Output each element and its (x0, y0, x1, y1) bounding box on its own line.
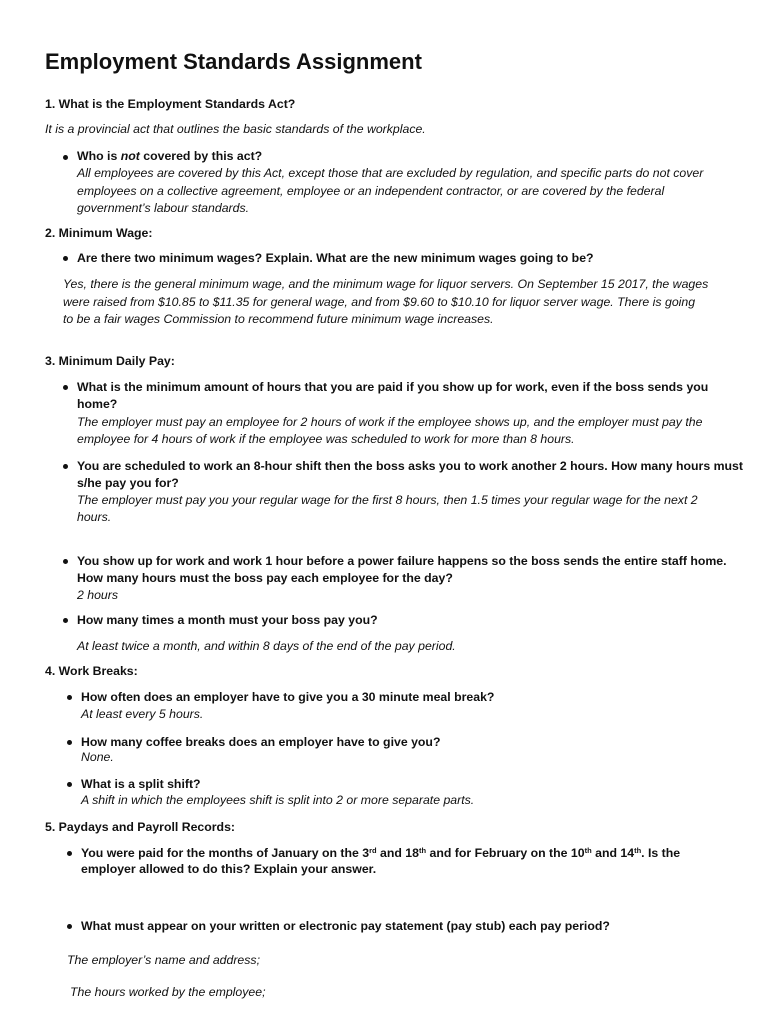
bullet-icon (67, 740, 72, 745)
s3-a3: 2 hours (77, 588, 119, 602)
section-1-heading: 1. What is the Employment Standards Act? (45, 97, 296, 111)
s4-a2: None. (81, 750, 114, 764)
bullet-icon (63, 155, 68, 160)
s5-q2: What must appear on your written or electronic pay statement (pay stub) each pay period? (81, 919, 610, 933)
s4-a3: A shift in which the employees shift is split into 2 or more separate parts. (81, 793, 475, 807)
s4-q3: What is a split shift? (81, 777, 201, 791)
section-5-heading: 5. Paydays and Payroll Records: (45, 820, 236, 834)
s5-q1-line: employer allowed to do this? Explain your answer. (81, 862, 377, 876)
bullet-icon (67, 924, 72, 929)
bullet-icon (63, 559, 68, 564)
s4-a1: At least every 5 hours. (81, 707, 204, 721)
s2-a1-line: Yes, there is the general minimum wage, and the minimum wage for liquor servers. On September 15 2017, the wages (63, 277, 709, 291)
s3-q3-line: How many hours must the boss pay each employee for the day? (77, 571, 453, 585)
s5-a2-item: The hours worked by the employee; (70, 985, 266, 999)
s1-a1-line: government’s labour standards. (77, 201, 250, 215)
s1-a1-line: All employees are covered by this Act, except those that are excluded by regulation, and specific parts do not cover (77, 166, 704, 180)
s3-q2-line: You are scheduled to work an 8-hour shift then the boss asks you to work another 2 hours. How many hours must (77, 459, 743, 473)
bullet-icon (67, 695, 72, 700)
s5-a2-item: The employer’s name and address; (67, 953, 260, 967)
s4-q1: How often does an employer have to give you a 30 minute meal break? (81, 690, 495, 704)
s2-a1-line: to be a fair wages Commission to recommend future minimum wage increases. (63, 312, 494, 326)
bullet-icon (67, 782, 72, 787)
section-3-heading: 3. Minimum Daily Pay: (45, 354, 175, 368)
document-title: Employment Standards Assignment (45, 49, 422, 74)
s3-a2-line: hours. (77, 510, 112, 524)
bullet-icon (63, 464, 68, 469)
s3-q4: How many times a month must your boss pay you? (77, 613, 378, 627)
s1-q1: Who is not covered by this act? (77, 149, 263, 163)
s3-a2-line: The employer must pay you your regular wage for the first 8 hours, then 1.5 times your regular wage for the next 2 (77, 493, 698, 507)
bullet-icon (63, 385, 68, 390)
s5-q1-line: You were paid for the months of January on the 3rd and 18th and for February on the 10th and 14th. Is the (81, 846, 681, 860)
section-2-heading: 2. Minimum Wage: (45, 226, 153, 240)
s1-a1-line: employees on a collective agreement, employee or an independent contractor, or are covered by the federal (77, 184, 665, 198)
bullet-icon (63, 618, 68, 623)
section-1-answer: It is a provincial act that outlines the basic standards of the workplace. (45, 122, 426, 136)
bullet-icon (63, 256, 68, 261)
s3-a1-line: employee for 4 hours of work if the employee was scheduled to work for more than 8 hours. (77, 432, 575, 446)
s3-a4: At least twice a month, and within 8 days of the end of the pay period. (77, 639, 456, 653)
s3-q1-line: What is the minimum amount of hours that you are paid if you show up for work, even if the boss sends you (77, 380, 709, 394)
s2-q1: Are there two minimum wages? Explain. What are the new minimum wages going to be? (77, 251, 594, 265)
s3-q1-line: home? (77, 397, 118, 411)
s3-q2-line: s/he pay you for? (77, 476, 179, 490)
s3-q3-line: You show up for work and work 1 hour before a power failure happens so the boss sends the entire staff home. (77, 554, 727, 568)
section-4-heading: 4. Work Breaks: (45, 664, 138, 678)
bullet-icon (67, 851, 72, 856)
s2-a1-line: were raised from $10.85 to $11.35 for general wage, and from $9.60 to $10.10 for liquor server wage. There is going (63, 295, 696, 309)
s3-a1-line: The employer must pay an employee for 2 hours of work if the employee shows up, and the employer must pay the (77, 415, 703, 429)
s4-q2: How many coffee breaks does an employer have to give you? (81, 735, 441, 749)
